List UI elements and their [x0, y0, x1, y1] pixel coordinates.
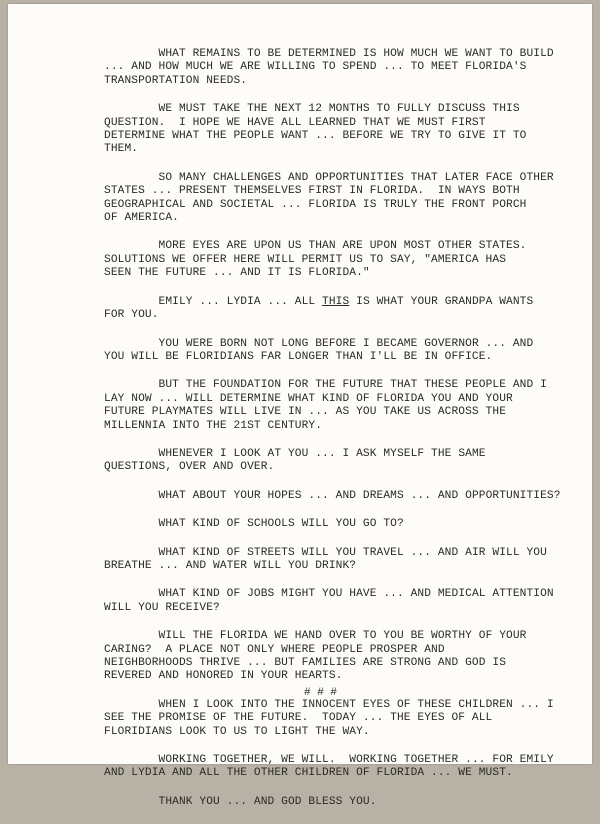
paragraph — [104, 103, 564, 157]
text-line: FUTURE PLAYMATES WILL LIVE IN ... AS YOU TAKE US ACROSS THE — [104, 406, 507, 419]
paragraph — [104, 379, 564, 433]
paragraph — [104, 172, 564, 226]
paragraph — [104, 448, 564, 475]
text-line: QUESTION. I HOPE WE HAVE ALL LEARNED THAT WE MUST FIRST — [104, 116, 486, 129]
text-line: OF AMERICA. — [104, 212, 179, 225]
text-line: STATES ... PRESENT THEMSELVES FIRST IN FLORIDA. IN WAYS BOTH — [104, 185, 520, 198]
text-segment: IS WHAT YOUR GRANDPA WANTS — [349, 295, 534, 308]
text-line: SO MANY CHALLENGES AND OPPORTUNITIES THAT LATER FACE OTHER — [104, 171, 554, 184]
text-line: NEIGHBORHOODS THRIVE ... BUT FAMILIES ARE STRONG AND GOD IS — [104, 657, 507, 669]
text-line: MILLENNIA INTO THE 21ST CENTURY. — [104, 419, 323, 432]
paragraph — [104, 796, 564, 809]
paragraph — [104, 296, 564, 323]
text-line: WHAT ABOUT YOUR HOPES ... AND DREAMS ... AND OPPORTUNITIES? — [104, 489, 561, 502]
text-line: AND LYDIA AND ALL THE OTHER CHILDREN OF FLORIDA ... WE MUST. — [104, 767, 513, 780]
text-line: THANK YOU ... AND GOD BLESS YOU. — [104, 795, 377, 808]
text-line: LAY NOW ... WILL DETERMINE WHAT KIND OF FLORIDA YOU AND YOUR — [104, 392, 513, 405]
text-line: YOU WILL BE FLORIDIANS FAR LONGER THAN I'LL BE IN OFFICE. — [104, 350, 493, 363]
paragraph — [104, 490, 564, 503]
text-line: MORE EYES ARE UPON US THAN ARE UPON MOST OTHER STATES. — [104, 240, 527, 253]
document-page — [8, 4, 592, 808]
paragraph — [104, 518, 564, 531]
text-line: REVERED AND HONORED IN YOUR HEARTS. — [104, 670, 343, 683]
paragraph — [104, 547, 564, 574]
text-line: GEOGRAPHICAL AND SOCIETAL ... FLORIDA IS TRULY THE FRONT PORCH — [104, 198, 527, 211]
text-line: DETERMINE WHAT THE PEOPLE WANT ... BEFORE WE TRY TO GIVE IT TO — [104, 130, 527, 143]
text-line: SEEN THE FUTURE ... AND IT IS FLORIDA." — [104, 267, 370, 280]
text-line: WHENEVER I LOOK AT YOU ... I ASK MYSELF THE SAME — [104, 447, 486, 460]
paragraph — [104, 338, 564, 365]
text-line: THEM. — [104, 143, 139, 156]
text-line: QUESTIONS, OVER AND OVER. — [104, 461, 275, 474]
text-line: WHAT KIND OF SCHOOLS WILL YOU GO TO? — [104, 518, 404, 531]
paragraph — [104, 240, 564, 280]
paragraph — [104, 588, 564, 615]
text-line: BUT THE FOUNDATION FOR THE FUTURE THAT THESE PEOPLE AND I — [104, 379, 547, 392]
end-mark: # # # — [304, 687, 338, 699]
text-segment: EMILY ... LYDIA ... ALL — [104, 295, 323, 308]
text-line: WHEN I LOOK INTO THE INNOCENT EYES OF THESE CHILDREN ... I — [104, 698, 554, 711]
document-body — [104, 48, 564, 824]
text-line: BREATHE ... AND WATER WILL YOU DRINK? — [104, 559, 357, 572]
text-line: SOLUTIONS WE OFFER HERE WILL PERMIT US TO SAY, "AMERICA HAS — [104, 253, 507, 266]
paragraph — [104, 48, 564, 88]
paragraph — [104, 754, 564, 781]
text-line: FLORIDIANS LOOK TO US TO LIGHT THE WAY. — [104, 725, 370, 738]
paragraph — [104, 699, 564, 739]
text-line: WHAT KIND OF STREETS WILL YOU TRAVEL ... AND AIR WILL YOU — [104, 546, 547, 559]
text-line: TRANSPORTATION NEEDS. — [104, 74, 248, 87]
text-line: YOU WERE BORN NOT LONG BEFORE I BECAME GOVERNOR ... AND — [104, 337, 534, 350]
text-line: WE MUST TAKE THE NEXT 12 MONTHS TO FULLY DISCUSS THIS — [104, 103, 520, 116]
text-line: CARING? A PLACE NOT ONLY WHERE PEOPLE PROSPER AND — [104, 643, 445, 656]
paragraph — [104, 630, 564, 684]
text-line: WHAT KIND OF JOBS MIGHT YOU HAVE ... AND MEDICAL ATTENTION — [104, 588, 554, 601]
text-line: WORKING TOGETHER, WE WILL. WORKING TOGETHER ... FOR EMILY — [104, 754, 554, 767]
text-line: WILL YOU RECEIVE? — [104, 601, 220, 614]
text-line: FOR YOU. — [104, 309, 159, 322]
text-line: WILL THE FLORIDA WE HAND OVER TO YOU BE WORTHY OF YOUR — [104, 630, 527, 643]
underlined-word: THIS — [322, 295, 350, 308]
text-line: SEE THE PROMISE OF THE FUTURE. TODAY ... THE EYES OF ALL — [104, 712, 493, 725]
text-line: WHAT REMAINS TO BE DETERMINED IS HOW MUCH WE WANT TO BUILD — [104, 48, 554, 60]
text-line: ... AND HOW MUCH WE ARE WILLING TO SPEND ... TO MEET FLORIDA'S — [104, 61, 527, 74]
